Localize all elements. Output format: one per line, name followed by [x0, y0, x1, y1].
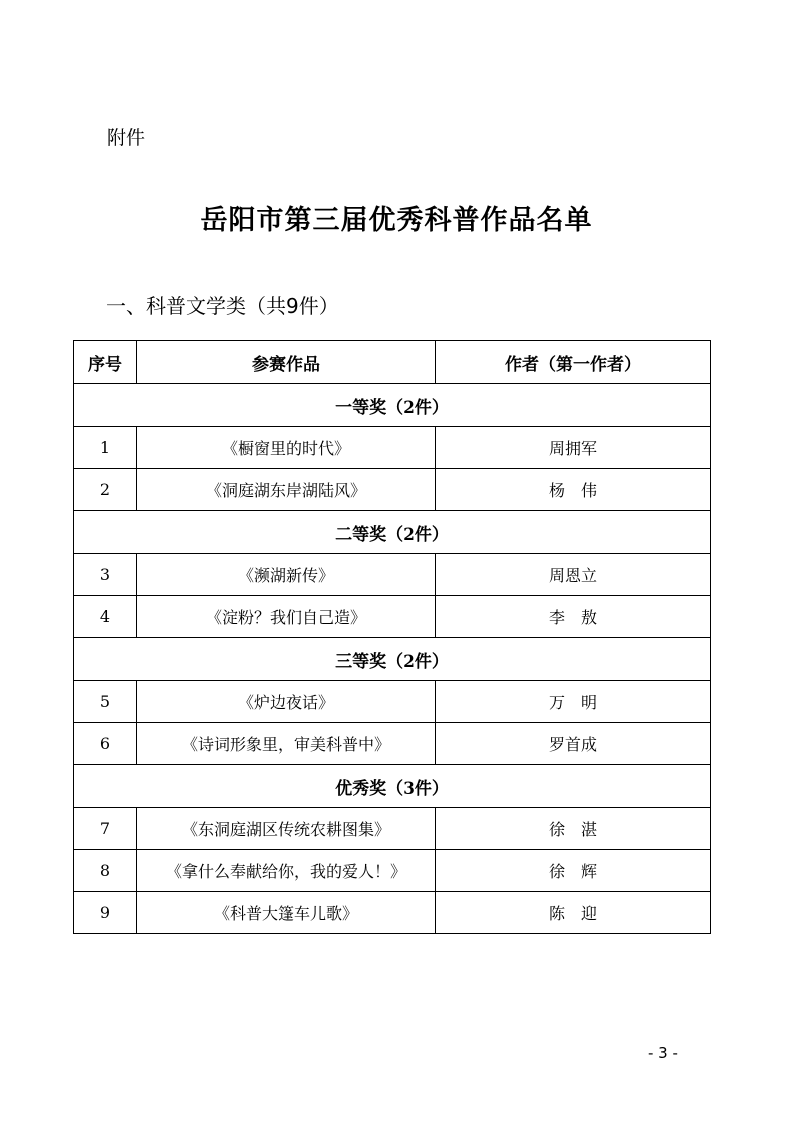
table-row	[74, 469, 711, 511]
group-label: 优秀奖（3件）	[74, 765, 711, 808]
cell-work: 《东洞庭湖区传统农耕图集》	[137, 808, 436, 850]
table-header-row	[74, 341, 711, 384]
table-row	[74, 808, 711, 850]
cell-author: 周拥军	[436, 427, 711, 469]
cell-author: 周恩立	[436, 554, 711, 596]
cell-serial: 3	[74, 554, 137, 596]
attachment-label: 附件	[107, 127, 146, 149]
cell-serial: 1	[74, 427, 137, 469]
cell-serial: 4	[74, 596, 137, 638]
cell-author: 陈 迎	[436, 892, 711, 934]
group-row	[74, 638, 711, 681]
cell-author: 万 明	[436, 681, 711, 723]
section-heading: 一、科普文学类（共9件）	[106, 294, 339, 318]
cell-serial: 8	[74, 850, 137, 892]
cell-author: 罗首成	[436, 723, 711, 765]
group-row	[74, 511, 711, 554]
table-row	[74, 850, 711, 892]
cell-author: 杨 伟	[436, 469, 711, 511]
group-label: 三等奖（2件）	[74, 638, 711, 681]
cell-work: 《濒湖新传》	[137, 554, 436, 596]
table-row	[74, 892, 711, 934]
cell-work: 《诗词形象里，审美科普中》	[137, 723, 436, 765]
cell-author: 李 敖	[436, 596, 711, 638]
cell-work: 《炉边夜话》	[137, 681, 436, 723]
cell-work: 《淀粉？我们自己造》	[137, 596, 436, 638]
cell-serial: 7	[74, 808, 137, 850]
cell-work: 《洞庭湖东岸湖陆风》	[137, 469, 436, 511]
table-row	[74, 681, 711, 723]
header-work: 参赛作品	[137, 341, 436, 384]
cell-serial: 6	[74, 723, 137, 765]
header-author: 作者（第一作者）	[436, 341, 711, 384]
header-serial: 序号	[74, 341, 137, 384]
page-number: - 3 -	[648, 1044, 678, 1062]
group-label: 一等奖（2件）	[74, 384, 711, 427]
cell-work: 《科普大篷车儿歌》	[137, 892, 436, 934]
table-row	[74, 723, 711, 765]
group-row	[74, 765, 711, 808]
cell-serial: 5	[74, 681, 137, 723]
group-row	[74, 384, 711, 427]
group-label: 二等奖（2件）	[74, 511, 711, 554]
cell-serial: 9	[74, 892, 137, 934]
cell-work: 《橱窗里的时代》	[137, 427, 436, 469]
cell-serial: 2	[74, 469, 137, 511]
table-row	[74, 554, 711, 596]
table-row	[74, 596, 711, 638]
page-title: 岳阳市第三届优秀科普作品名单	[200, 205, 593, 236]
table-row	[74, 427, 711, 469]
cell-author: 徐 湛	[436, 808, 711, 850]
awards-table	[73, 340, 711, 934]
cell-author: 徐 辉	[436, 850, 711, 892]
cell-work: 《拿什么奉献给你，我的爱人！》	[137, 850, 436, 892]
